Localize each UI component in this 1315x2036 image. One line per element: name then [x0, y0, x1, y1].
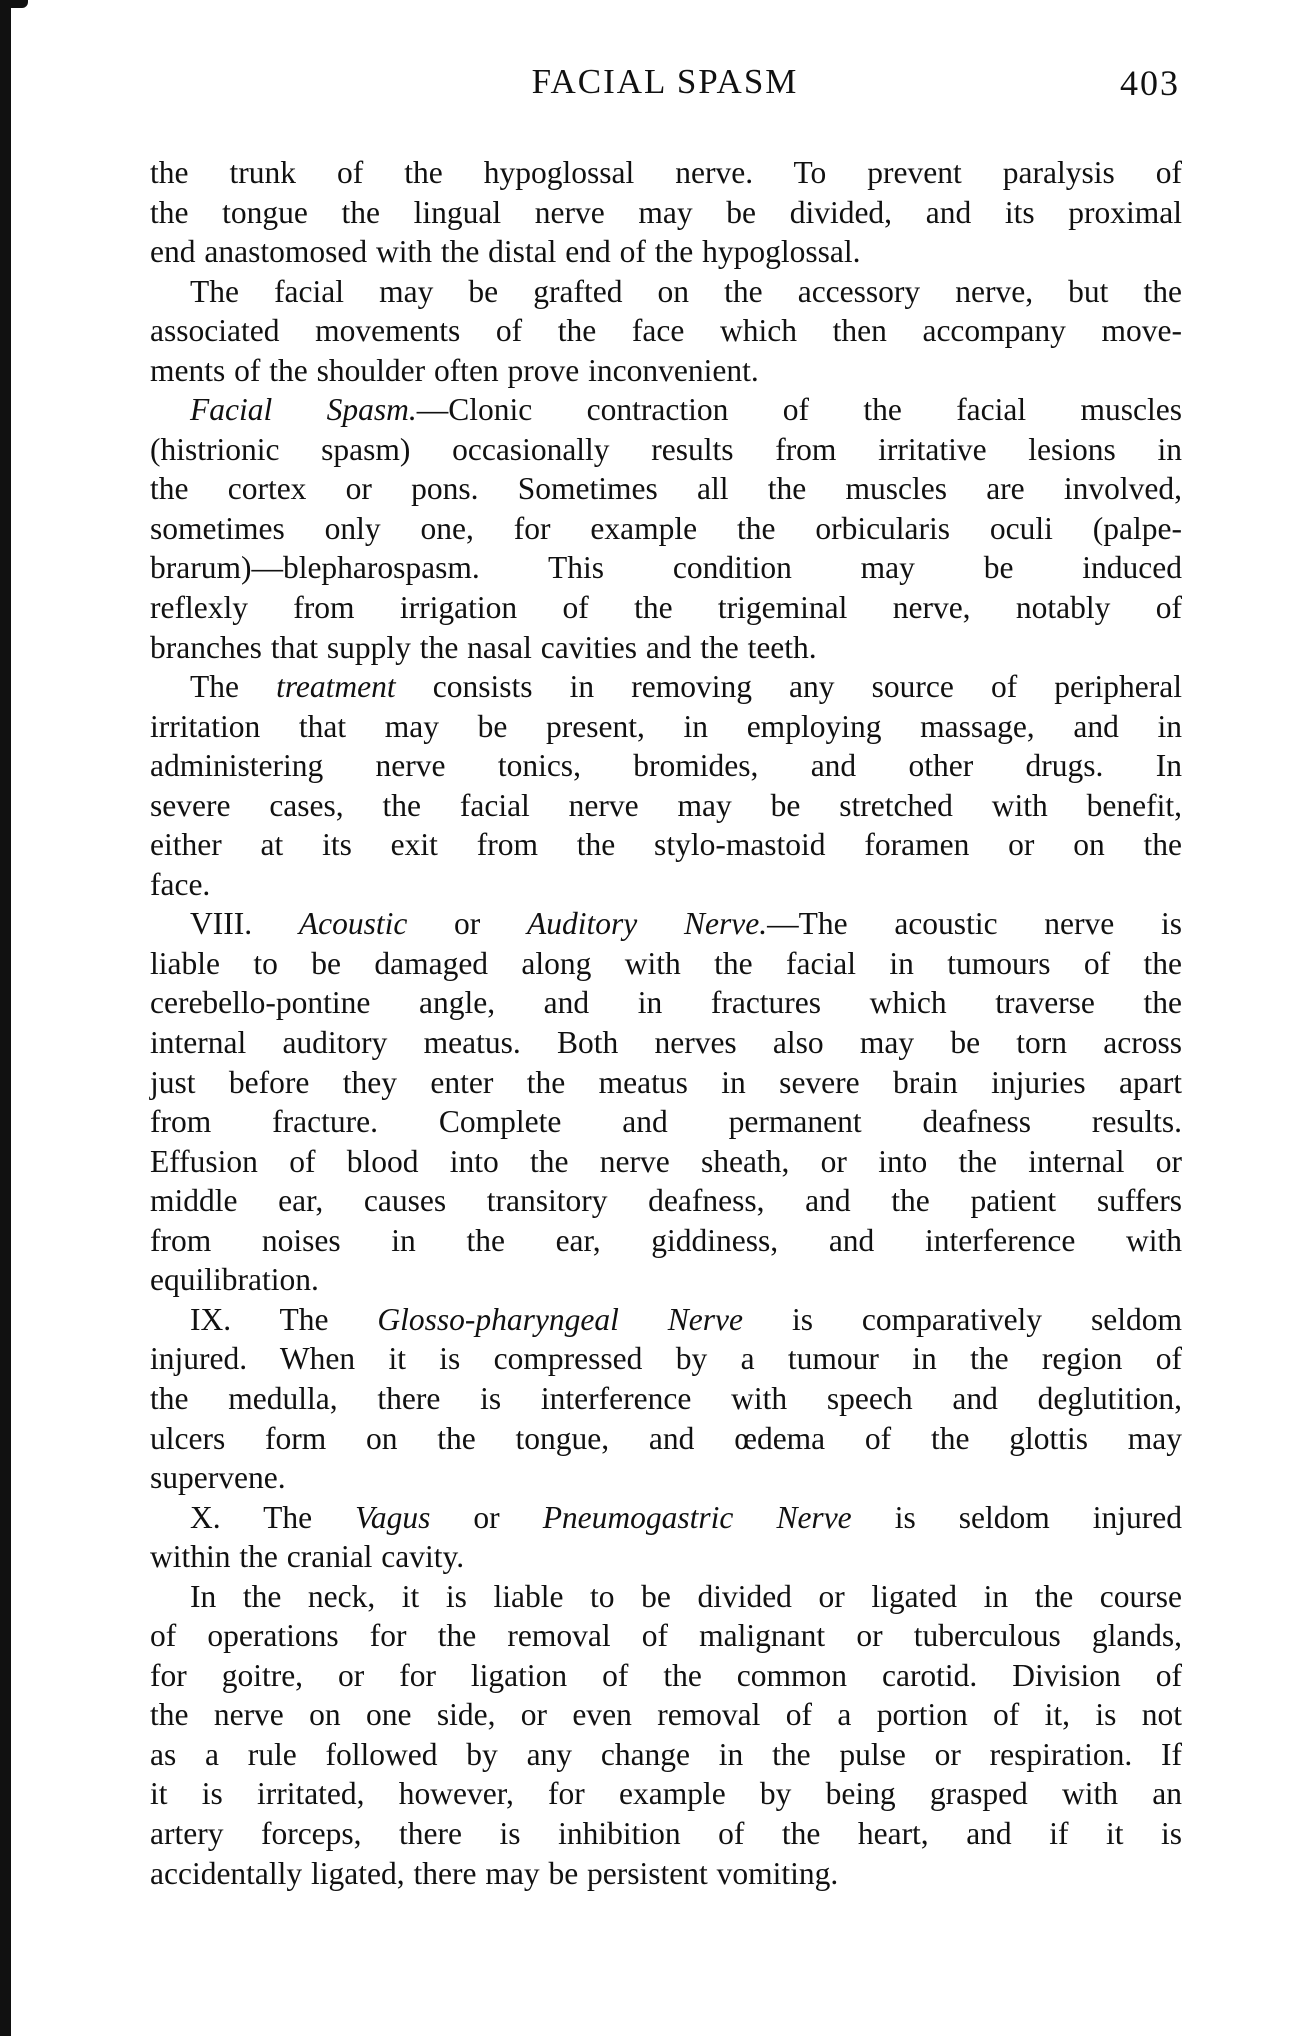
text-line: face.: [150, 866, 211, 902]
text-line: cerebello-pontine angle, and in fractures which traverse the: [150, 985, 1182, 1021]
text-line: it is irritated, however, for example by being grasped with an: [150, 1776, 1182, 1812]
italic-run: Facial Spasm.: [190, 392, 417, 428]
text-line: VIII. Acoustic or Auditory Nerve.—The acoustic nerve is: [190, 906, 1183, 942]
text-line: of operations for the removal of malignant or tuberculous glands,: [150, 1618, 1182, 1654]
italic-run: Auditory Nerve.: [527, 906, 768, 942]
text-line: end anastomosed with the distal end of the hypoglossal.: [150, 234, 861, 270]
text-line: sometimes only one, for example the orbicularis oculi (palpe-: [150, 510, 1182, 546]
text-line: Facial Spasm.—Clonic contraction of the facial muscles: [190, 392, 1183, 428]
italic-run: Acoustic: [298, 906, 408, 942]
binding-edge-corner: [0, 0, 28, 8]
text-line: X. The Vagus or Pneumogastric Nerve is seldom injured: [190, 1499, 1183, 1535]
text-line: just before they enter the meatus in severe brain injuries apart: [150, 1064, 1182, 1100]
text-line: from fracture. Complete and permanent deafness results.: [150, 1104, 1182, 1140]
italic-run: Pneumogastric Nerve: [542, 1499, 852, 1535]
text-line: the tongue the lingual nerve may be divided, and its proximal: [150, 194, 1182, 230]
text-line: reflexly from irrigation of the trigeminal nerve, notably of: [150, 590, 1182, 626]
text-line: liable to be damaged along with the facial in tumours of the: [150, 945, 1182, 981]
text-line: internal auditory meatus. Both nerves also may be torn across: [150, 1025, 1182, 1061]
text-line: associated movements of the face which then accompany move-: [150, 313, 1182, 349]
text-line: the trunk of the hypoglossal nerve. To prevent paralysis of: [150, 155, 1182, 190]
text-line: severe cases, the facial nerve may be stretched with benefit,: [150, 787, 1182, 823]
text-line: In the neck, it is liable to be divided or ligated in the course: [190, 1578, 1182, 1614]
text-line: middle ear, causes transitory deafness, and the patient suffers: [150, 1183, 1182, 1219]
text-line: ments of the shoulder often prove inconvenient.: [150, 352, 759, 388]
text-line: Effusion of blood into the nerve sheath, or into the internal or: [150, 1143, 1182, 1179]
text-line: equilibration.: [150, 1262, 319, 1298]
running-title: FACIAL SPASM: [531, 62, 799, 101]
text-line: branches that supply the nasal cavities and the teeth.: [150, 629, 817, 665]
text-line: artery forceps, there is inhibition of the heart, and if it is: [150, 1815, 1182, 1851]
text-line: irritation that may be present, in employing massage, and in: [150, 708, 1182, 744]
text-line: The facial may be grafted on the accessory nerve, but the: [190, 273, 1182, 309]
text-line: administering nerve tonics, bromides, and other drugs. In: [150, 748, 1182, 784]
text-line: from noises in the ear, giddiness, and interference with: [150, 1222, 1182, 1258]
text-line: ulcers form on the tongue, and œdema of the glottis may: [150, 1420, 1182, 1456]
page-number: 403: [1120, 63, 1180, 103]
text-line: The treatment consists in removing any source of peripheral: [190, 669, 1182, 705]
text-line: for goitre, or for ligation of the common carotid. Division of: [150, 1657, 1182, 1693]
page-header: [150, 62, 1180, 108]
italic-run: treatment: [276, 669, 396, 705]
text-line: the nerve on one side, or even removal of a portion of it, is not: [150, 1697, 1182, 1733]
italic-run: Glosso-pharyngeal Nerve: [377, 1301, 744, 1337]
italic-run: Vagus: [355, 1499, 431, 1535]
text-line: as a rule followed by any change in the pulse or respiration. If: [150, 1736, 1182, 1772]
text-line: accidentally ligated, there may be persistent vomiting.: [150, 1855, 839, 1891]
text-line: within the cranial cavity.: [150, 1539, 465, 1575]
text-line: injured. When it is compressed by a tumour in the region of: [150, 1341, 1182, 1377]
text-line: brarum)—blepharospasm. This condition may be induced: [150, 550, 1182, 586]
text-line: (histrionic spasm) occasionally results from irritative lesions in: [150, 431, 1182, 467]
text-line: supervene.: [150, 1460, 286, 1496]
body-text: [150, 153, 1182, 1893]
text-line: the cortex or pons. Sometimes all the muscles are involved,: [150, 471, 1182, 507]
text-line: IX. The Glosso-pharyngeal Nerve is comparatively seldom: [190, 1301, 1182, 1337]
text-line: the medulla, there is interference with speech and deglutition,: [150, 1380, 1182, 1416]
text-line: either at its exit from the stylo-mastoid foramen or on the: [150, 827, 1182, 863]
binding-edge: [0, 0, 11, 2036]
